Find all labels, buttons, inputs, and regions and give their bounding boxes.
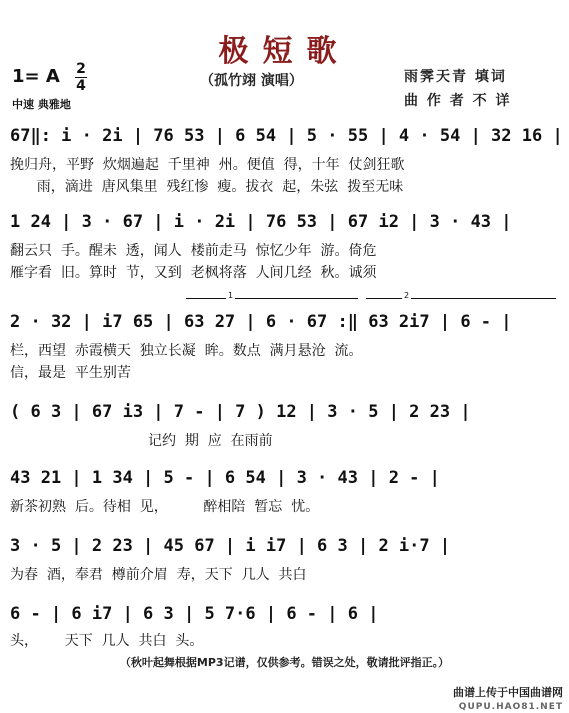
composer-credit: 曲 作 者 不 详 xyxy=(404,93,512,109)
volta-bracket-2 xyxy=(366,291,556,300)
song-title: 极短歌 xyxy=(218,34,351,69)
lyric-line-2b: 雁字看 旧。算时 节，又到 老枫将落 人间几经 秋。诚须 xyxy=(10,265,377,281)
time-signature-top: 2 xyxy=(76,61,86,77)
volta-bracket-1 xyxy=(186,291,358,300)
notation-line-5: 43 21 | 1 34 | 5 - | 6 54 | 3 · 43 | 2 - | xyxy=(10,468,440,488)
tempo-marking: 中速 典雅地 xyxy=(12,98,71,111)
lyric-line-2a: 翻云只 手。醒未 透，闻人 楼前走马 惊忆少年 游。倚危 xyxy=(10,243,377,259)
lyric-line-1a: 挽归舟，平野 炊烟遍起 千里神 州。便值 得，十年 仗剑狂歌 xyxy=(10,157,405,173)
notation-line-1: 67‖: i · 2i | 76 53 | 6 54 | 5 · 55 | 4 · 54 | 32 16 | xyxy=(10,126,563,146)
lyric-line-5: 新茶初熟 后。待相 见， 醉相陪 暂忘 忧。 xyxy=(10,499,320,515)
watermark-text: 曲谱上传于中国曲谱网 xyxy=(453,686,563,699)
time-signature xyxy=(75,62,87,93)
lyricist-credit: 雨霁天青 填词 xyxy=(404,69,507,85)
volta-number-1: 1 xyxy=(228,291,234,300)
lyric-line-6: 为春 酒，奉君 樽前介眉 寿，天下 几人 共白 xyxy=(10,567,307,583)
watermark-site: QUPU.HAO81.NET xyxy=(458,702,563,712)
key-signature: 1= A xyxy=(12,66,60,87)
lyric-line-1b: 雨，滴进 唐风集里 残红惨 瘦。拔衣 起，朱弦 拨至无味 xyxy=(10,179,404,195)
lyric-line-7: 头， 天下 几人 共白 头。 xyxy=(10,633,204,649)
notation-line-4: ( 6 3 | 67 i3 | 7 - | 7 ) 12 | 3 · 5 | 2 23 | xyxy=(10,402,471,422)
lyric-line-3a: 栏，西望 赤霞横天 独立长凝 眸。数点 满月悬沧 流。 xyxy=(10,343,363,359)
notation-line-3: 2 · 32 | i7 65 | 63 27 | 6 · 67 :‖ 63 2i7 | 6 - | xyxy=(10,312,512,332)
volta-number-2: 2 xyxy=(404,291,410,300)
site-watermark xyxy=(453,686,563,713)
notation-line-7: 6 - | 6 i7 | 6 3 | 5 7·6 | 6 - | 6 | xyxy=(10,604,379,624)
singer-credit: （孤竹翊 演唱） xyxy=(200,73,303,89)
time-signature-bottom: 4 xyxy=(76,78,86,94)
notation-line-2: 1 24 | 3 · 67 | i · 2i | 76 53 | 67 i2 | 3 · 43 | xyxy=(10,212,512,232)
notation-line-6: 3 · 5 | 2 23 | 45 67 | i i7 | 6 3 | 2 i·7 | xyxy=(10,536,451,556)
lyric-line-4: 记约 期 应 在雨前 xyxy=(10,433,273,449)
lyric-line-3b: 信，最是 平生别苦 xyxy=(10,365,131,381)
transcription-note: （秋叶起舞根据MP3记谱，仅供参考。错误之处，敬请批评指正。） xyxy=(119,656,450,669)
